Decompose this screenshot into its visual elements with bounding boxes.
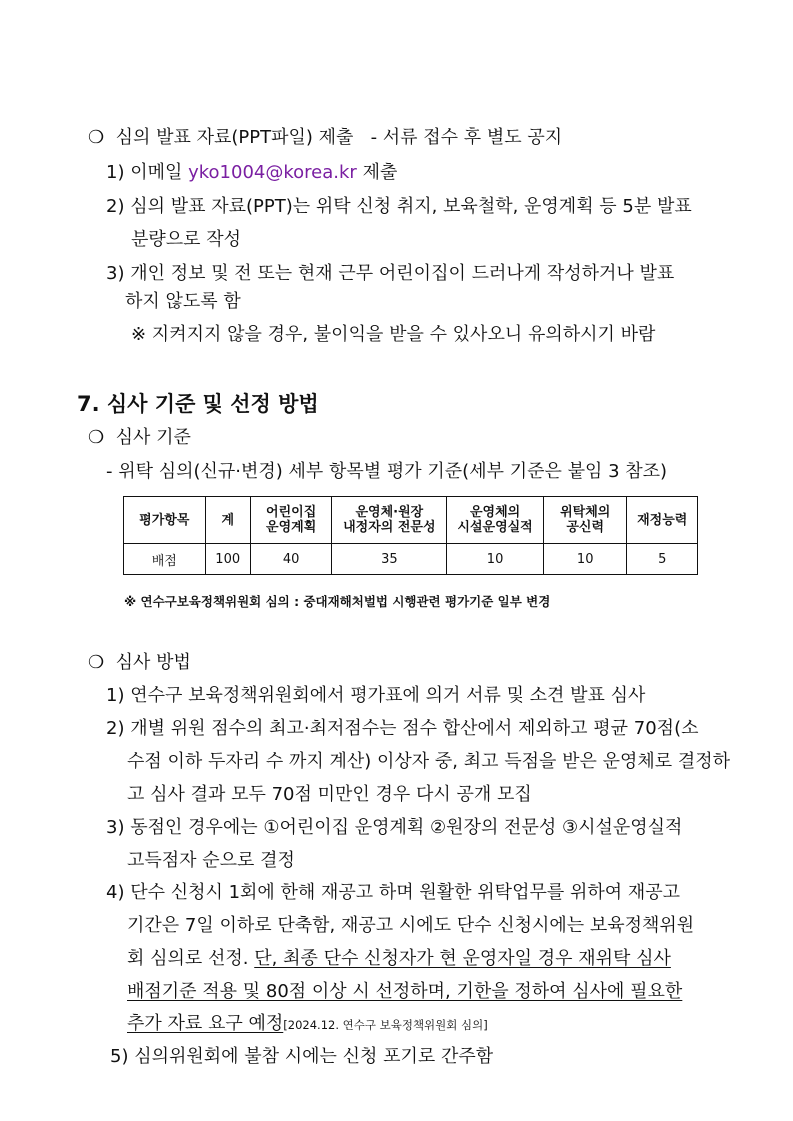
criteria-title: 심사 기준 (115, 427, 191, 448)
table-header: 재정능력 (627, 497, 698, 544)
revision-note: [2024.12. 연수구 보육정책위원회 심의] (283, 1018, 488, 1032)
method-item-2: 2) 개별 위원 점수의 최고·최저점수는 점수 합산에서 제외하고 평균 70점(소 (106, 718, 699, 739)
table-header: 운영체·원장 내정자의 전문성 (332, 497, 447, 544)
table-cell: 100 (205, 544, 250, 575)
submission-item-3-cont: 하지 않도록 함 (125, 291, 241, 312)
method-title: 심사 방법 (115, 652, 191, 673)
method-item-4-cont: 회 심의로 선정. 단, 최종 단수 신청자가 현 운영자일 경우 재위탁 심사 (127, 948, 671, 969)
criteria-description: - 위탁 심의(신규·변경) 세부 항목별 평가 기준(세부 기준은 붙임 3 참조) (106, 461, 668, 482)
method-item-3: 3) 동점인 경우에는 ①어린이집 운영계획 ②원장의 전문성 ③시설운영실적 (106, 817, 683, 838)
method-item-2-cont: 고 심사 결과 모두 70점 미만인 경우 다시 공개 모집 (127, 784, 532, 805)
criteria-table (123, 496, 698, 575)
submission-item-2-cont: 분량으로 작성 (131, 229, 242, 250)
email-link[interactable]: yko1004@korea.kr (188, 162, 357, 183)
table-cell: 35 (332, 544, 447, 575)
table-cell: 10 (447, 544, 544, 575)
method-item-3-cont: 고득점자 순으로 결정 (127, 850, 295, 871)
underlined-condition: 단, 최종 단수 신청자가 현 운영자일 경우 재위탁 심사 (254, 948, 671, 969)
criteria-note: ※ 연수구보육정책위원회 심의 : 중대재해처벌법 시행관련 평가기준 일부 변경 (124, 594, 551, 609)
circle-bullet-icon: ❍ (88, 127, 105, 148)
table-cell: 배점 (124, 544, 206, 575)
method-item-1: 1) 연수구 보육정책위원회에서 평가표에 의거 서류 및 소견 발표 심사 (106, 685, 646, 706)
method-heading (88, 651, 191, 675)
section-7-title: 7. 심사 기준 및 선정 방법 (77, 392, 319, 416)
submission-title-suffix: - 서류 접수 후 별도 공지 (370, 127, 563, 148)
method-item-4: 4) 단수 신청시 1회에 한해 재공고 하며 원활한 위탁업무를 위하여 재공고 (106, 882, 681, 903)
table-cell: 10 (543, 544, 627, 575)
method-item-2-cont: 수점 이하 두자리 수 까지 계산) 이상자 중, 최고 득점을 받은 운영체로 결정하 (127, 751, 731, 772)
method-item-4-cont: 기간은 7일 이하로 단축함, 재공고 시에도 단수 신청시에는 보육정책위원 (127, 915, 695, 936)
table-header: 위탁체의 공신력 (543, 497, 627, 544)
submission-note: ※ 지켜지지 않을 경우, 불이익을 받을 수 있사오니 유의하시기 바람 (131, 324, 656, 345)
submission-item-1: 1) 이메일 yko1004@korea.kr 제출 (106, 162, 398, 183)
table-header: 계 (205, 497, 250, 544)
submission-item-3: 3) 개인 정보 및 전 또는 현재 근무 어린이집이 드러나게 작성하거나 발표 (106, 263, 675, 284)
table-cell: 40 (250, 544, 332, 575)
circle-bullet-icon: ❍ (88, 427, 105, 448)
table-header-row (124, 497, 698, 544)
table-header: 어린이집 운영계획 (250, 497, 332, 544)
circle-bullet-icon: ❍ (88, 652, 105, 673)
criteria-heading (88, 426, 191, 450)
submission-item-2: 2) 심의 발표 자료(PPT)는 위탁 신청 취지, 보육철학, 운영계획 등 5분 발표 (106, 196, 692, 217)
submission-title: 심의 발표 자료(PPT파일) 제출 (115, 127, 354, 148)
method-item-4-cont: 추가 자료 요구 예정[2024.12. 연수구 보육정책위원회 심의] (127, 1013, 488, 1034)
table-row (124, 544, 698, 575)
submission-heading (88, 126, 562, 150)
table-header: 운영체의 시설운영실적 (447, 497, 544, 544)
table-header: 평가항목 (124, 497, 206, 544)
method-item-4-cont: 배점기준 적용 및 80점 이상 시 선정하며, 기한을 정하여 심사에 필요한 (127, 981, 683, 1002)
table-cell: 5 (627, 544, 698, 575)
method-item-5: 5) 심의위원회에 불참 시에는 신청 포기로 간주함 (110, 1046, 494, 1067)
